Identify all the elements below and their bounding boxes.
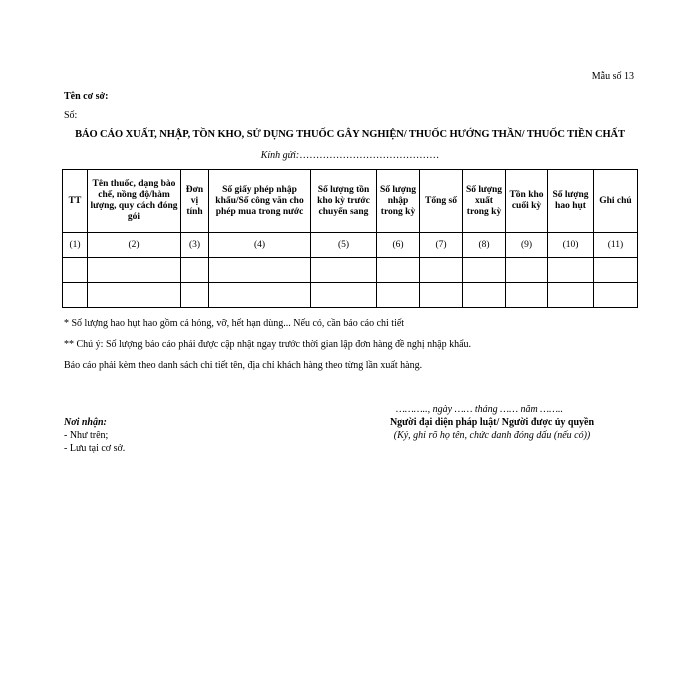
recipient-item: - Lưu tại cơ sở. — [64, 443, 126, 454]
table-cell — [506, 283, 548, 308]
column-header: Tồn kho cuối kỳ — [506, 170, 548, 233]
signer-hint: (Ký, ghi rõ họ tên, chức danh đóng dấu (nếu có)) — [393, 430, 591, 441]
column-number: (2) — [88, 233, 181, 258]
recipients-heading: Nơi nhận: — [64, 417, 107, 428]
note-loss-definition: * Số lượng hao hụt hao gồm cả hỏng, vỡ, hết hạn dùng... Nếu có, cần báo cáo chi tiết — [64, 318, 405, 329]
note-update-requirement: ** Chú ý: Số lượng báo cáo phải được cập nhật ngay trước thời gian lập đơn hàng đề nghị nhập khẩu. — [64, 339, 472, 350]
table-cell — [594, 258, 638, 283]
column-header: Tổng số — [420, 170, 463, 233]
addressee-label: Kính gửi: — [260, 150, 300, 161]
column-number: (3) — [181, 233, 209, 258]
table-row — [63, 283, 638, 308]
signature-block — [372, 416, 612, 442]
table-row — [63, 258, 638, 283]
table-cell — [548, 258, 594, 283]
table-cell — [506, 258, 548, 283]
column-header: Đơn vị tính — [181, 170, 209, 233]
column-number: (11) — [594, 233, 638, 258]
table-cell — [88, 258, 181, 283]
table-cell — [209, 258, 311, 283]
column-header: Ghi chú — [594, 170, 638, 233]
facility-name-label: Tên cơ sở: — [64, 91, 109, 102]
table-cell — [311, 258, 377, 283]
table-cell — [548, 283, 594, 308]
table-cell — [311, 283, 377, 308]
table-header-row — [63, 170, 638, 233]
report-title: BÁO CÁO XUẤT, NHẬP, TỒN KHO, SỬ DỤNG THUỐC GÂY NGHIỆN/ THUỐC HƯỚNG THẦN/ THUỐC TIỀN CHẤT — [75, 129, 625, 140]
column-number: (5) — [311, 233, 377, 258]
column-header: Tên thuốc, dạng bào chế, nồng độ/hàm lượng, quy cách đóng gói — [88, 170, 181, 233]
table-cell — [88, 283, 181, 308]
column-number: (10) — [548, 233, 594, 258]
column-header: Số giấy phép nhập khẩu/Số công văn cho phép mua trong nước — [209, 170, 311, 233]
form-number: Mẫu số 13 — [591, 71, 634, 82]
document-number-label: Số: — [64, 110, 78, 121]
report-table — [62, 169, 638, 308]
column-number: (8) — [463, 233, 506, 258]
column-number-row — [63, 233, 638, 258]
table-cell — [63, 258, 88, 283]
table-cell — [463, 283, 506, 308]
column-number: (7) — [420, 233, 463, 258]
note-customer-list: Báo cáo phải kèm theo danh sách chi tiết tên, địa chỉ khách hàng theo từng lần xuất hàng. — [64, 360, 423, 371]
table-cell — [594, 283, 638, 308]
column-number: (1) — [63, 233, 88, 258]
table-cell — [420, 283, 463, 308]
table-cell — [377, 283, 420, 308]
addressee-line — [0, 150, 700, 161]
column-header: Số lượng nhập trong kỳ — [377, 170, 420, 233]
signer-role: Người đại diện pháp luật/ Người được ủy quyền — [389, 417, 595, 428]
table-cell — [209, 283, 311, 308]
recipient-item: - Như trên; — [64, 430, 109, 441]
table-cell — [377, 258, 420, 283]
addressee-dots: …………………………………… — [299, 150, 440, 161]
table-cell — [463, 258, 506, 283]
column-number: (4) — [209, 233, 311, 258]
recipients-block — [64, 416, 125, 455]
notes-section — [64, 318, 644, 381]
column-header: TT — [63, 170, 88, 233]
table-cell — [63, 283, 88, 308]
column-number: (9) — [506, 233, 548, 258]
table-cell — [420, 258, 463, 283]
column-number: (6) — [377, 233, 420, 258]
table-cell — [181, 283, 209, 308]
table-cell — [181, 258, 209, 283]
column-header: Số lượng xuất trong kỳ — [463, 170, 506, 233]
column-header: Số lượng hao hụt — [548, 170, 594, 233]
date-line: ……….., ngày …… tháng …… năm …….. — [396, 404, 563, 415]
column-header: Số lượng tồn kho kỳ trước chuyển sang — [311, 170, 377, 233]
